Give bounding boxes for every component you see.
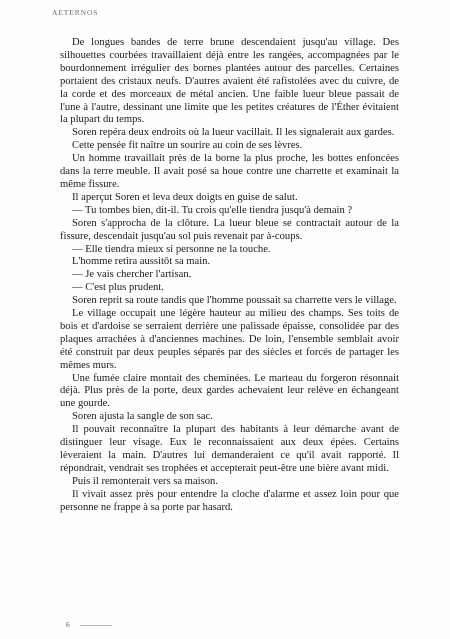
- page-number: 6: [66, 620, 70, 629]
- paragraph: Une fumée claire montait des cheminées. Le marteau du forgeron résonnait déjà. Plus près de la porte, deux gardes achevaient leur relève en échangeant une gourde.: [60, 372, 399, 410]
- paragraph: Puis il remonterait vers sa maison.: [72, 475, 218, 487]
- paragraph: Soren s'approcha de la clôture. La lueur bleue se contractait autour de la fissure, descendait jusqu'au sol puis revenait par à-coups.: [60, 217, 399, 242]
- paragraph: L'homme retira aussitôt sa main.: [72, 256, 211, 268]
- dialogue-line: — Elle tiendra mieux si personne ne la touche.: [72, 243, 271, 255]
- footer-rule: [80, 625, 112, 626]
- paragraph: Cette pensée fit naître un sourire au coin de ses lèvres.: [72, 140, 303, 152]
- paragraph: De longues bandes de terre brune descendaient jusqu'au village. Des silhouettes courbées travaillaient déjà entre les rangées, accompagnées par le bourdonnement irrégulier des bornes plantées autour des parcelles. Certaines portaient des cristaux neufs. D'autres avaient été rafistolées avec du cuivre, de la corde et des morceaux de métal ancien. Une faible lueur bleue passait de l'une à l'autre, dessinant une limite que les petites créatures de l'Éther évitaient la plupart du temps.: [60, 37, 399, 126]
- body-text: [60, 37, 399, 515]
- dialogue-line: — C'est plus prudent.: [72, 282, 164, 294]
- paragraph: Soren reprit sa route tandis que l'homme poussait sa charrette vers le village.: [72, 295, 397, 307]
- running-header: AETERNOS: [52, 8, 99, 17]
- paragraph: Il vivait assez près pour entendre la cloche d'alarme et assez loin pour que personne ne frappe à sa porte par hasard.: [60, 488, 399, 513]
- paragraph: Soren repéra deux endroits où la lueur vacillait. Il les signalerait aux gardes.: [72, 127, 395, 139]
- paragraph: Soren ajusta la sangle de son sac.: [72, 411, 213, 423]
- paragraph: Il aperçut Soren et leva deux doigts en guise de salut.: [72, 191, 298, 203]
- paragraph: Un homme travaillait près de la borne la plus proche, les bottes enfoncées dans la terre meuble. Il avait posé sa houe contre une charrette et examinait la même fissure.: [60, 153, 399, 190]
- dialogue-line: — Je vais chercher l'artisan.: [72, 269, 192, 281]
- paragraph: Le village occupait une légère hauteur au milieu des champs. Ses toits de bois et d'ardoise se serraient derrière une palissade épaisse, consolidée par des plaques arrachées à d'anciennes machines. De loin, l'ensemble semblait avoir été construit par deux peuples séparés par des siècles et forcés de partager les mêmes murs.: [60, 308, 399, 371]
- paragraph: Il pouvait reconnaître la plupart des habitants à leur démarche avant de distinguer leur visage. Eux le reconnaissaient aux deux épées. Certains lèveraient la main. D'autres lui demanderaient ce qu'il avait rapporté. Il répondrait, vendrait ses trophées et accepterait peut-être une bière avant midi.: [60, 424, 399, 474]
- dialogue-line: — Tu tombes bien, dit-il. Tu crois qu'elle tiendra jusqu'à demain ?: [72, 204, 353, 216]
